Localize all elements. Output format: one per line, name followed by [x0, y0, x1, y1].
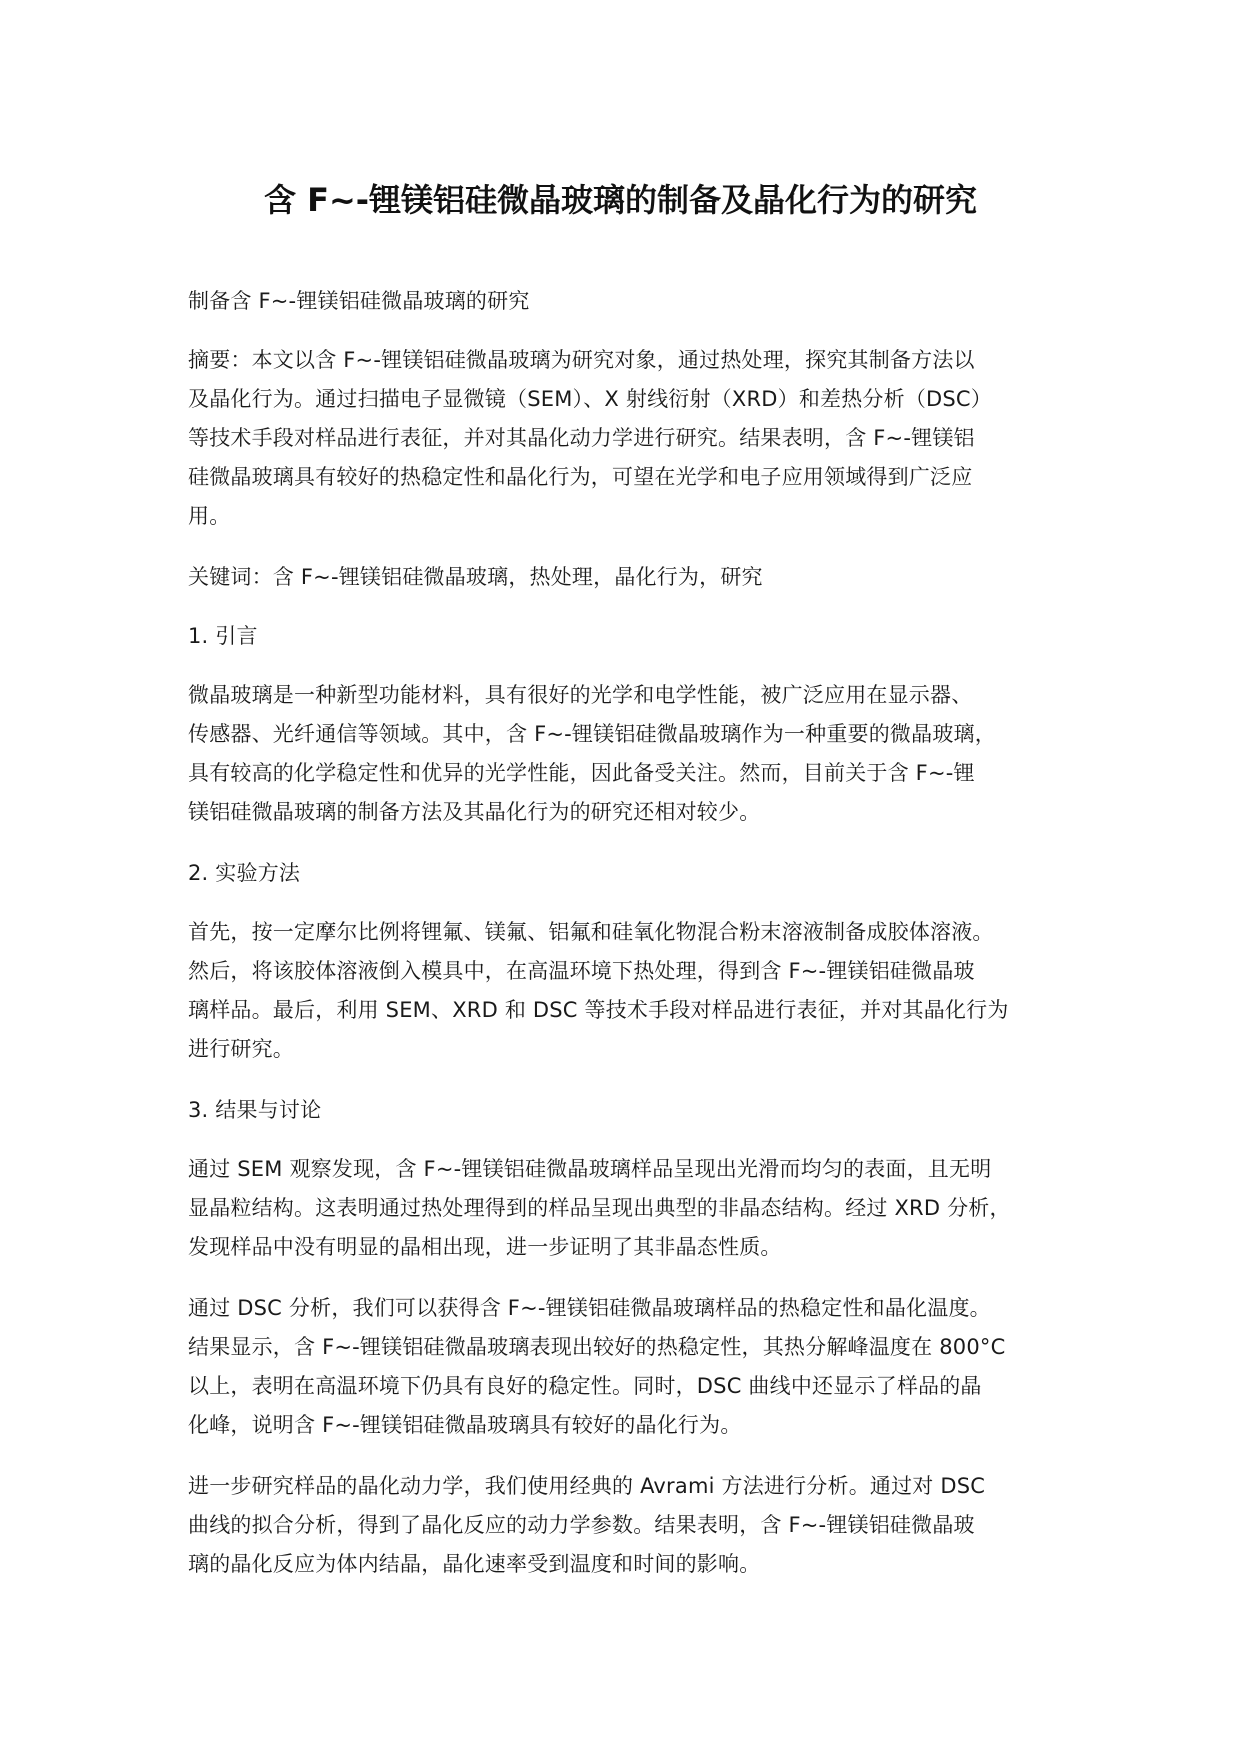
abstract-paragraph [188, 341, 1078, 536]
paragraph-line: 首先，按一定摩尔比例将锂氟、镁氟、铝氟和硅氧化物混合粉末溶液制备成胶体溶液。 [188, 920, 994, 944]
keywords-line: 关键词：含 F~-锂镁铝硅微晶玻璃，热处理，晶化行为，研究 [188, 565, 763, 589]
abstract-line: 等技术手段对样品进行表征，并对其晶化动力学进行研究。结果表明，含 F~-锂镁铝 [188, 426, 975, 450]
abstract-line: 及晶化行为。通过扫描电子显微镜（SEM）、X 射线衍射（XRD）和差热分析（DSC） [188, 387, 992, 411]
abstract-line: 硅微晶玻璃具有较好的热稳定性和晶化行为，可望在光学和电子应用领域得到广泛应 [188, 465, 973, 489]
document-body [188, 282, 1078, 1606]
paragraph-line: 然后，将该胶体溶液倒入模具中，在高温环境下热处理，得到含 F~-锂镁铝硅微晶玻 [188, 959, 975, 983]
subtitle: 制备含 F~-锂镁铝硅微晶玻璃的研究 [188, 289, 530, 313]
paragraph-line: 发现样品中没有明显的晶相出现，进一步证明了其非晶态性质。 [188, 1235, 782, 1259]
section-heading-introduction: 1. 引言 [188, 624, 258, 648]
section-heading-results: 3. 结果与讨论 [188, 1098, 322, 1122]
paragraph-line: 进一步研究样品的晶化动力学，我们使用经典的 Avrami 方法进行分析。通过对 DSC [188, 1474, 986, 1498]
paragraph-line: 璃样品。最后，利用 SEM、XRD 和 DSC 等技术手段对样品进行表征，并对其晶化行为 [188, 998, 1009, 1022]
paragraph-line: 具有较高的化学稳定性和优异的光学性能，因此备受关注。然而，目前关于含 F~-锂 [188, 761, 975, 785]
paragraph-line: 微晶玻璃是一种新型功能材料，具有很好的光学和电学性能，被广泛应用在显示器、 [188, 683, 973, 707]
paragraph-line: 璃的晶化反应为体内结晶，晶化速率受到温度和时间的影响。 [188, 1552, 761, 1576]
document-title: 含 F~-锂镁铝硅微晶玻璃的制备及晶化行为的研究 [263, 181, 978, 219]
paragraph-line: 曲线的拟合分析，得到了晶化反应的动力学参数。结果表明，含 F~-锂镁铝硅微晶玻 [188, 1513, 975, 1537]
results-paragraph-dsc [188, 1289, 1078, 1445]
paragraph-line: 镁铝硅微晶玻璃的制备方法及其晶化行为的研究还相对较少。 [188, 800, 761, 824]
paragraph-line: 通过 DSC 分析，我们可以获得含 F~-锂镁铝硅微晶玻璃样品的热稳定性和晶化温度。 [188, 1296, 991, 1320]
methods-paragraph [188, 913, 1078, 1069]
paragraph-line: 结果显示，含 F~-锂镁铝硅微晶玻璃表现出较好的热稳定性，其热分解峰温度在 800°C [188, 1335, 1006, 1359]
abstract-line: 用。 [188, 504, 231, 528]
introduction-paragraph [188, 676, 1078, 832]
paragraph-line: 以上，表明在高温环境下仍具有良好的稳定性。同时，DSC 曲线中还显示了样品的晶 [188, 1374, 982, 1398]
paragraph-line: 显晶粒结构。这表明通过热处理得到的样品呈现出典型的非晶态结构。经过 XRD 分析， [188, 1196, 1011, 1220]
abstract-line: 摘要：本文以含 F~-锂镁铝硅微晶玻璃为研究对象，通过热处理，探究其制备方法以 [188, 348, 975, 372]
paragraph-line: 进行研究。 [188, 1037, 294, 1061]
results-paragraph-sem-xrd [188, 1150, 1078, 1267]
section-heading-methods: 2. 实验方法 [188, 861, 301, 885]
paragraph-line: 化峰，说明含 F~-锂镁铝硅微晶玻璃具有较好的晶化行为。 [188, 1413, 742, 1437]
results-paragraph-kinetics [188, 1467, 1078, 1584]
paragraph-line: 通过 SEM 观察发现，含 F~-锂镁铝硅微晶玻璃样品呈现出光滑而均匀的表面，且无明 [188, 1157, 992, 1181]
paragraph-line: 传感器、光纤通信等领域。其中，含 F~-锂镁铝硅微晶玻璃作为一种重要的微晶玻璃， [188, 722, 996, 746]
